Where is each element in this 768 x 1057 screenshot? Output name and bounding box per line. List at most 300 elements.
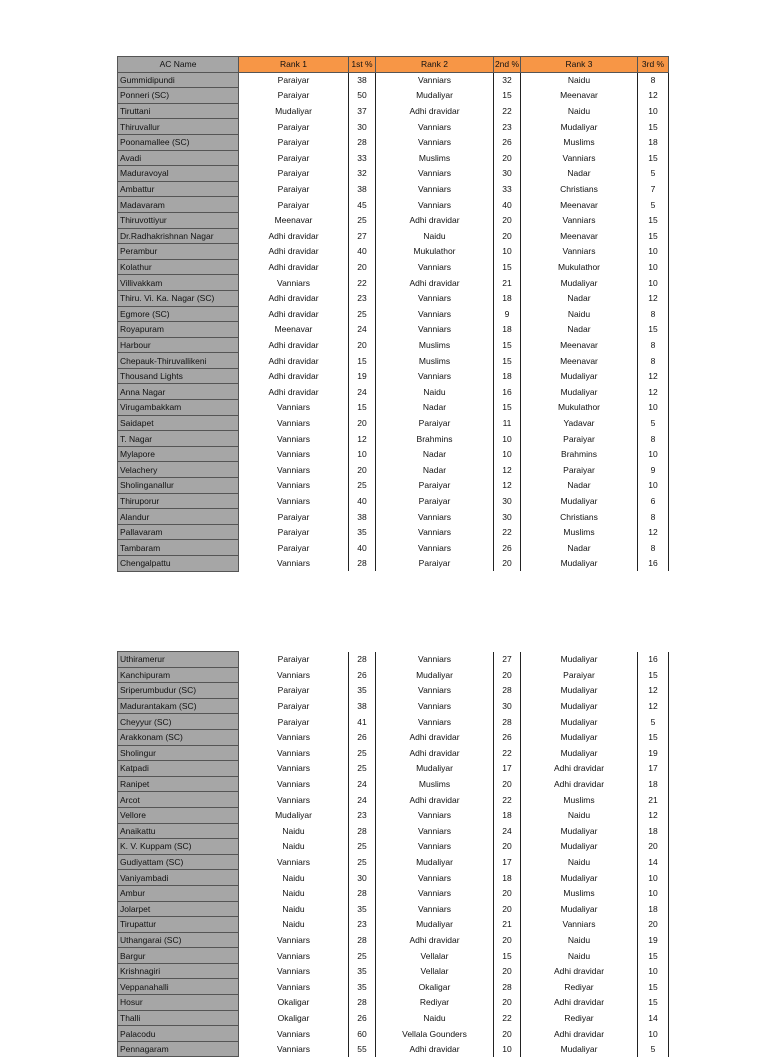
table-row bbox=[118, 337, 669, 353]
pct1-cell: 28 bbox=[349, 995, 376, 1011]
pct3-cell: 16 bbox=[638, 652, 669, 668]
rank2-cell: Vanniars bbox=[418, 685, 451, 696]
pct2-cell: 15 bbox=[494, 88, 521, 104]
pct2-cell: 20 bbox=[494, 1026, 521, 1042]
rank3-cell: Paraiyar bbox=[563, 464, 595, 475]
pct1-cell: 20 bbox=[349, 337, 376, 353]
table-row bbox=[118, 119, 669, 135]
rank1-cell: Vanniars bbox=[277, 981, 310, 992]
table-row bbox=[118, 807, 669, 823]
table-row bbox=[118, 103, 669, 119]
pct2-cell: 18 bbox=[494, 322, 521, 338]
ac-name-cell: Tambaram bbox=[118, 540, 239, 556]
rank3-cell: Naidu bbox=[567, 308, 591, 319]
pct2-cell: 30 bbox=[494, 698, 521, 714]
rank1-cell: Okaligar bbox=[277, 1012, 310, 1023]
rank3-cell: Naidu bbox=[567, 106, 591, 117]
rank3-cell: Mudaliyar bbox=[560, 841, 598, 852]
pct3-cell: 8 bbox=[638, 72, 669, 88]
table-row bbox=[118, 166, 669, 182]
rank1-cell: Naidu bbox=[282, 903, 305, 914]
table-row bbox=[118, 150, 669, 166]
rank3-cell: Adhi dravidar bbox=[553, 966, 605, 977]
ac-name-cell: Thiru. Vi. Ka. Nagar (SC) bbox=[118, 290, 239, 306]
pct2-cell: 30 bbox=[494, 166, 521, 182]
pct2-cell: 20 bbox=[494, 995, 521, 1011]
pct1-cell: 38 bbox=[349, 181, 376, 197]
table-row bbox=[118, 792, 669, 808]
rank3-cell: Mudaliyar bbox=[560, 903, 598, 914]
rank2-cell: Vanniars bbox=[418, 199, 451, 210]
rank3-cell: Nadar bbox=[567, 324, 591, 335]
table-row bbox=[118, 306, 669, 322]
rank2-cell: Naidu bbox=[423, 1012, 446, 1023]
pct1-cell: 25 bbox=[349, 306, 376, 322]
rank1-cell: Paraiyar bbox=[277, 168, 310, 179]
pct2-cell: 20 bbox=[494, 932, 521, 948]
rank1-cell: Vanniars bbox=[277, 779, 310, 790]
pct3-cell: 12 bbox=[638, 290, 669, 306]
table-row bbox=[118, 948, 669, 964]
ac-name-cell: Avadi bbox=[118, 150, 239, 166]
rank1-cell: Vanniars bbox=[277, 433, 310, 444]
table-row bbox=[118, 212, 669, 228]
rank2-cell: Vanniars bbox=[418, 371, 451, 382]
pct3-cell: 15 bbox=[638, 948, 669, 964]
table-row bbox=[118, 275, 669, 291]
rank2-cell: Mudaliyar bbox=[416, 857, 453, 868]
rank1-cell: Meenavar bbox=[274, 215, 313, 226]
pct2-cell: 30 bbox=[494, 493, 521, 509]
rank1-cell: Naidu bbox=[282, 872, 305, 883]
pct2-cell: 10 bbox=[494, 244, 521, 260]
table-row bbox=[118, 509, 669, 525]
rank3-cell: Mudaliyar bbox=[560, 872, 598, 883]
rank2-cell: Paraiyar bbox=[418, 495, 451, 506]
pct3-cell: 15 bbox=[638, 995, 669, 1011]
pct1-cell: 30 bbox=[349, 870, 376, 886]
pct3-cell: 12 bbox=[638, 698, 669, 714]
pct1-cell: 25 bbox=[349, 761, 376, 777]
pct3-cell: 15 bbox=[638, 228, 669, 244]
pct2-cell: 24 bbox=[494, 823, 521, 839]
rank3-cell: Mudaliyar bbox=[560, 386, 598, 397]
header-pct1: 1st % bbox=[349, 57, 376, 73]
pct2-cell: 15 bbox=[494, 259, 521, 275]
rank3-cell: Nadar bbox=[567, 168, 591, 179]
pct1-cell: 41 bbox=[349, 714, 376, 730]
ac-name-cell: Hosur bbox=[118, 995, 239, 1011]
rank3-cell: Mudaliyar bbox=[560, 685, 598, 696]
pct3-cell: 8 bbox=[638, 306, 669, 322]
ac-name-cell: Maduravoyal bbox=[118, 166, 239, 182]
rank2-cell: Mukulathor bbox=[413, 246, 456, 257]
pct1-cell: 35 bbox=[349, 683, 376, 699]
rank2-cell: Vellala Gounders bbox=[402, 1028, 467, 1039]
caste-table-bottom bbox=[117, 651, 669, 1057]
pct1-cell: 10 bbox=[349, 446, 376, 462]
header-rank1: Rank 1 bbox=[239, 57, 349, 73]
ac-name-cell: Thiruporur bbox=[118, 493, 239, 509]
rank2-cell: Nadar bbox=[422, 402, 447, 413]
pct2-cell: 40 bbox=[494, 197, 521, 213]
pct2-cell: 21 bbox=[494, 275, 521, 291]
rank1-cell: Adhi dravidar bbox=[268, 246, 319, 257]
pct3-cell: 5 bbox=[638, 415, 669, 431]
pct1-cell: 23 bbox=[349, 290, 376, 306]
rank3-cell: Mudaliyar bbox=[560, 732, 598, 743]
pct3-cell: 19 bbox=[638, 745, 669, 761]
ac-name-cell: Ponneri (SC) bbox=[118, 88, 239, 104]
ac-name-cell: Royapuram bbox=[118, 322, 239, 338]
ac-name-cell: Sholingur bbox=[118, 745, 239, 761]
rank3-cell: Muslims bbox=[563, 527, 595, 538]
pct2-cell: 21 bbox=[494, 917, 521, 933]
rank2-cell: Vanniars bbox=[418, 654, 451, 665]
table-row bbox=[118, 431, 669, 447]
rank2-cell: Nadar bbox=[422, 464, 447, 475]
header-rank3: Rank 3 bbox=[521, 57, 638, 73]
rank1-cell: Vanniars bbox=[277, 402, 310, 413]
ac-name-cell: Velachery bbox=[118, 462, 239, 478]
table-row bbox=[118, 322, 669, 338]
pct3-cell: 12 bbox=[638, 807, 669, 823]
rank3-cell: Vanniars bbox=[562, 919, 596, 930]
rank1-cell: Vanniars bbox=[277, 669, 310, 680]
rank1-cell: Vanniars bbox=[277, 763, 310, 774]
table-row bbox=[118, 652, 669, 668]
pct2-cell: 20 bbox=[494, 556, 521, 572]
pct3-cell: 12 bbox=[638, 524, 669, 540]
pct2-cell: 16 bbox=[494, 384, 521, 400]
table-body-top bbox=[118, 72, 669, 571]
rank3-cell: Adhi dravidar bbox=[553, 779, 605, 790]
rank3-cell: Mukulathor bbox=[557, 402, 601, 413]
ac-name-cell: Anna Nagar bbox=[118, 384, 239, 400]
rank1-cell: Naidu bbox=[282, 841, 305, 852]
pct1-cell: 32 bbox=[349, 166, 376, 182]
table-row bbox=[118, 995, 669, 1011]
table-row bbox=[118, 72, 669, 88]
pct1-cell: 60 bbox=[349, 1026, 376, 1042]
rank2-cell: Adhi dravidar bbox=[409, 106, 460, 117]
rank1-cell: Naidu bbox=[282, 888, 305, 899]
ac-name-cell: K. V. Kuppam (SC) bbox=[118, 839, 239, 855]
rank2-cell: Adhi dravidar bbox=[409, 732, 460, 743]
rank2-cell: Vanniars bbox=[418, 903, 451, 914]
pct3-cell: 15 bbox=[638, 667, 669, 683]
rank1-cell: Adhi dravidar bbox=[268, 371, 319, 382]
ac-name-cell: Thiruvallur bbox=[118, 119, 239, 135]
table-row bbox=[118, 932, 669, 948]
pct1-cell: 25 bbox=[349, 948, 376, 964]
pct1-cell: 19 bbox=[349, 368, 376, 384]
table-row bbox=[118, 353, 669, 369]
rank2-cell: Mudaliyar bbox=[416, 90, 453, 101]
rank2-cell: Mudaliyar bbox=[416, 669, 453, 680]
pct1-cell: 28 bbox=[349, 932, 376, 948]
pct2-cell: 15 bbox=[494, 948, 521, 964]
rank2-cell: Vanniars bbox=[418, 137, 451, 148]
pct1-cell: 38 bbox=[349, 698, 376, 714]
pct2-cell: 18 bbox=[494, 870, 521, 886]
pct2-cell: 32 bbox=[494, 72, 521, 88]
table-row bbox=[118, 368, 669, 384]
rank2-cell: Muslims bbox=[418, 152, 451, 163]
pct2-cell: 11 bbox=[494, 415, 521, 431]
rank2-cell: Adhi dravidar bbox=[409, 794, 460, 805]
rank2-cell: Mudaliyar bbox=[416, 919, 453, 930]
rank1-cell: Okaligar bbox=[277, 997, 310, 1008]
ac-name-cell: Madurantakam (SC) bbox=[118, 698, 239, 714]
pct2-cell: 23 bbox=[494, 119, 521, 135]
table-body-bottom bbox=[118, 652, 669, 1057]
pct1-cell: 30 bbox=[349, 119, 376, 135]
pct2-cell: 26 bbox=[494, 540, 521, 556]
table-row bbox=[118, 197, 669, 213]
pct3-cell: 8 bbox=[638, 509, 669, 525]
pct3-cell: 18 bbox=[638, 901, 669, 917]
pct1-cell: 28 bbox=[349, 556, 376, 572]
table-row bbox=[118, 776, 669, 792]
pct3-cell: 9 bbox=[638, 462, 669, 478]
rank2-cell: Vanniars bbox=[418, 293, 451, 304]
rank3-cell: Muslims bbox=[563, 888, 595, 899]
caste-table-top bbox=[117, 56, 669, 572]
pct2-cell: 12 bbox=[494, 462, 521, 478]
ac-name-cell: Ambur bbox=[118, 885, 239, 901]
pct3-cell: 8 bbox=[638, 431, 669, 447]
pct3-cell: 19 bbox=[638, 932, 669, 948]
pct2-cell: 22 bbox=[494, 745, 521, 761]
table-row bbox=[118, 714, 669, 730]
pct2-cell: 17 bbox=[494, 761, 521, 777]
rank1-cell: Paraiyar bbox=[277, 184, 310, 195]
rank3-cell: Muslims bbox=[563, 794, 595, 805]
pct2-cell: 28 bbox=[494, 683, 521, 699]
header-row bbox=[118, 57, 669, 73]
pct2-cell: 26 bbox=[494, 134, 521, 150]
table-row bbox=[118, 446, 669, 462]
table-row bbox=[118, 1026, 669, 1042]
pct2-cell: 10 bbox=[494, 446, 521, 462]
rank3-cell: Nadar bbox=[567, 293, 591, 304]
table-row bbox=[118, 683, 669, 699]
rank3-cell: Adhi dravidar bbox=[553, 997, 605, 1008]
rank1-cell: Vanniars bbox=[277, 480, 310, 491]
pct2-cell: 20 bbox=[494, 150, 521, 166]
table-row bbox=[118, 963, 669, 979]
rank3-cell: Mudaliyar bbox=[560, 277, 598, 288]
rank1-cell: Vanniars bbox=[277, 495, 310, 506]
pct1-cell: 23 bbox=[349, 807, 376, 823]
rank1-cell: Vanniars bbox=[277, 966, 310, 977]
rank1-cell: Meenavar bbox=[274, 324, 313, 335]
pct3-cell: 10 bbox=[638, 478, 669, 494]
pct1-cell: 24 bbox=[349, 776, 376, 792]
rank1-cell: Paraiyar bbox=[277, 199, 310, 210]
pct3-cell: 15 bbox=[638, 979, 669, 995]
pct3-cell: 10 bbox=[638, 244, 669, 260]
pct2-cell: 27 bbox=[494, 652, 521, 668]
pct1-cell: 35 bbox=[349, 524, 376, 540]
pct2-cell: 22 bbox=[494, 1010, 521, 1026]
rank1-cell: Paraiyar bbox=[277, 75, 310, 86]
rank1-cell: Paraiyar bbox=[277, 137, 310, 148]
pct2-cell: 20 bbox=[494, 839, 521, 855]
rank2-cell: Vanniars bbox=[418, 841, 451, 852]
pct2-cell: 9 bbox=[494, 306, 521, 322]
pct3-cell: 10 bbox=[638, 963, 669, 979]
rank1-cell: Vanniars bbox=[277, 794, 310, 805]
table-row bbox=[118, 901, 669, 917]
pct1-cell: 45 bbox=[349, 197, 376, 213]
ac-name-cell: Ambattur bbox=[118, 181, 239, 197]
pct3-cell: 12 bbox=[638, 384, 669, 400]
rank2-cell: Nadar bbox=[422, 449, 447, 460]
ac-name-cell: Madavaram bbox=[118, 197, 239, 213]
rank2-cell: Rediyar bbox=[419, 997, 450, 1008]
pct1-cell: 35 bbox=[349, 979, 376, 995]
rank2-cell: Muslims bbox=[418, 779, 451, 790]
pct1-cell: 35 bbox=[349, 963, 376, 979]
rank3-cell: Vanniars bbox=[562, 246, 596, 257]
pct2-cell: 18 bbox=[494, 290, 521, 306]
ac-name-cell: Anaikattu bbox=[118, 823, 239, 839]
pct1-cell: 25 bbox=[349, 212, 376, 228]
rank1-cell: Paraiyar bbox=[277, 511, 310, 522]
pct1-cell: 15 bbox=[349, 400, 376, 416]
rank2-cell: Adhi dravidar bbox=[409, 277, 460, 288]
rank2-cell: Vanniars bbox=[418, 308, 451, 319]
table-row bbox=[118, 228, 669, 244]
rank3-cell: Naidu bbox=[567, 857, 591, 868]
rank3-cell: Vanniars bbox=[562, 152, 596, 163]
ac-name-cell: Sriperumbudur (SC) bbox=[118, 683, 239, 699]
rank2-cell: Adhi dravidar bbox=[409, 1044, 460, 1055]
rank1-cell: Naidu bbox=[282, 825, 305, 836]
rank2-cell: Vanniars bbox=[418, 810, 451, 821]
ac-name-cell: Mylapore bbox=[118, 446, 239, 462]
ac-name-cell: Chepauk-Thiruvallikeni bbox=[118, 353, 239, 369]
rank1-cell: Vanniars bbox=[277, 277, 310, 288]
rank2-cell: Paraiyar bbox=[418, 558, 451, 569]
rank2-cell: Paraiyar bbox=[418, 417, 451, 428]
rank2-cell: Adhi dravidar bbox=[409, 934, 460, 945]
pct2-cell: 30 bbox=[494, 509, 521, 525]
rank3-cell: Mudaliyar bbox=[560, 716, 598, 727]
ac-name-cell: Arcot bbox=[118, 792, 239, 808]
pct2-cell: 20 bbox=[494, 212, 521, 228]
rank1-cell: Paraiyar bbox=[277, 685, 310, 696]
pct3-cell: 18 bbox=[638, 134, 669, 150]
ac-name-cell: Pallavaram bbox=[118, 524, 239, 540]
pct1-cell: 35 bbox=[349, 901, 376, 917]
rank3-cell: Rediyar bbox=[564, 981, 594, 992]
rank2-cell: Vanniars bbox=[418, 75, 451, 86]
rank1-cell: Vanniars bbox=[277, 417, 310, 428]
ac-name-cell: Pennagaram bbox=[118, 1041, 239, 1057]
pct1-cell: 40 bbox=[349, 540, 376, 556]
ac-name-cell: T. Nagar bbox=[118, 431, 239, 447]
pct3-cell: 10 bbox=[638, 1026, 669, 1042]
pct2-cell: 33 bbox=[494, 181, 521, 197]
rank3-cell: Nadar bbox=[567, 480, 591, 491]
rank2-cell: Vanniars bbox=[418, 872, 451, 883]
ac-name-cell: Uthangarai (SC) bbox=[118, 932, 239, 948]
rank2-cell: Vanniars bbox=[418, 825, 451, 836]
table-row bbox=[118, 854, 669, 870]
pct2-cell: 20 bbox=[494, 901, 521, 917]
ac-name-cell: Tiruttani bbox=[118, 103, 239, 119]
table-row bbox=[118, 134, 669, 150]
rank2-cell: Naidu bbox=[423, 230, 446, 241]
table-row bbox=[118, 290, 669, 306]
rank2-cell: Adhi dravidar bbox=[409, 215, 460, 226]
rank2-cell: Vanniars bbox=[418, 324, 451, 335]
ac-name-cell: Thalli bbox=[118, 1010, 239, 1026]
rank1-cell: Vanniars bbox=[277, 558, 310, 569]
pct3-cell: 12 bbox=[638, 368, 669, 384]
header-rank2: Rank 2 bbox=[376, 57, 494, 73]
rank3-cell: Mudaliyar bbox=[560, 1044, 598, 1055]
pct1-cell: 28 bbox=[349, 652, 376, 668]
table-row bbox=[118, 462, 669, 478]
pct1-cell: 40 bbox=[349, 244, 376, 260]
ac-name-cell: Uthiramerur bbox=[118, 652, 239, 668]
table-row bbox=[118, 870, 669, 886]
pct1-cell: 24 bbox=[349, 384, 376, 400]
rank3-cell: Meenavar bbox=[560, 355, 598, 366]
rank1-cell: Vanniars bbox=[277, 464, 310, 475]
pct1-cell: 20 bbox=[349, 415, 376, 431]
rank2-cell: Vanniars bbox=[418, 701, 451, 712]
rank1-cell: Vanniars bbox=[277, 449, 310, 460]
table-row bbox=[118, 400, 669, 416]
pct3-cell: 5 bbox=[638, 1041, 669, 1057]
rank3-cell: Mukulathor bbox=[557, 262, 601, 273]
table-row bbox=[118, 478, 669, 494]
rank1-cell: Paraiyar bbox=[277, 121, 310, 132]
pct3-cell: 10 bbox=[638, 103, 669, 119]
rank3-cell: Meenavar bbox=[560, 230, 598, 241]
pct1-cell: 37 bbox=[349, 103, 376, 119]
rank3-cell: Brahmins bbox=[561, 449, 597, 460]
ac-name-cell: Thousand Lights bbox=[118, 368, 239, 384]
pct1-cell: 27 bbox=[349, 228, 376, 244]
rank2-cell: Okaligar bbox=[418, 981, 451, 992]
table-row bbox=[118, 88, 669, 104]
pct3-cell: 15 bbox=[638, 212, 669, 228]
rank1-cell: Adhi dravidar bbox=[268, 355, 319, 366]
rank2-cell: Vanniars bbox=[418, 888, 451, 899]
pct3-cell: 10 bbox=[638, 275, 669, 291]
pct2-cell: 22 bbox=[494, 792, 521, 808]
rank1-cell: Paraiyar bbox=[277, 701, 310, 712]
table-row bbox=[118, 667, 669, 683]
pct3-cell: 15 bbox=[638, 322, 669, 338]
pct3-cell: 14 bbox=[638, 854, 669, 870]
pct2-cell: 10 bbox=[494, 1041, 521, 1057]
pct2-cell: 12 bbox=[494, 478, 521, 494]
rank3-cell: Paraiyar bbox=[563, 433, 595, 444]
rank1-cell: Vanniars bbox=[277, 857, 310, 868]
rank3-cell: Christians bbox=[560, 511, 598, 522]
pct1-cell: 28 bbox=[349, 823, 376, 839]
table-row bbox=[118, 1041, 669, 1057]
pct2-cell: 22 bbox=[494, 524, 521, 540]
rank2-cell: Mudaliyar bbox=[416, 763, 453, 774]
